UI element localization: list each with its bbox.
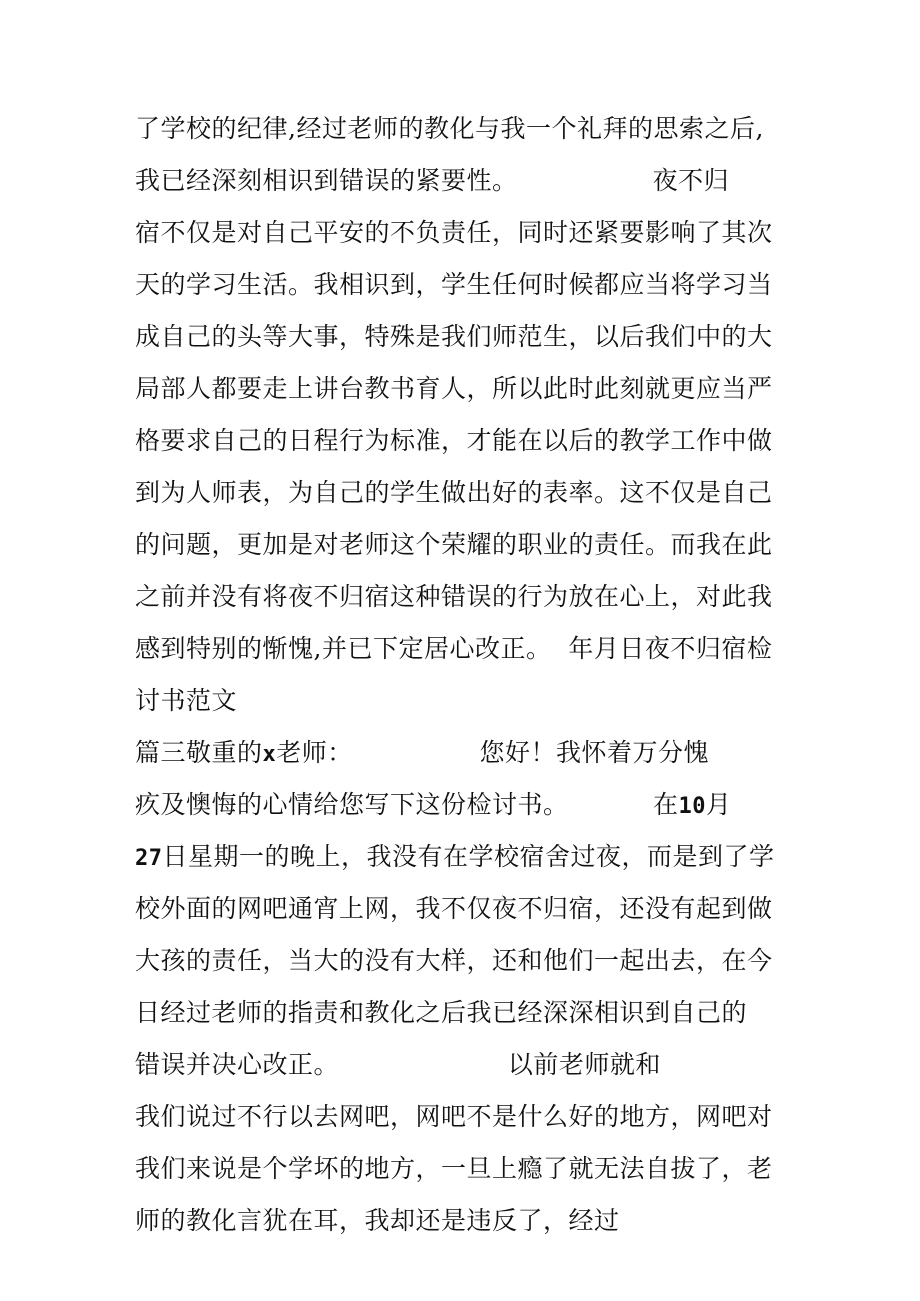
text-line-9: 的问题，更加是对老师这个荣耀的职业的责任。而我在此 [135, 530, 773, 559]
text-line-8: 到为人师表，为自己的学生做出好的表率。这不仅是自己 [135, 478, 773, 507]
text-line-1: 了学校的纪律,经过老师的教化与我一个礼拜的思索之后, [135, 114, 764, 143]
text-line-19: 错误并决心改正。 以前老师就和 [135, 1050, 661, 1079]
text-line-15: 27日星期一的晚上，我没有在学校宿舍过夜，而是到了学 [135, 842, 775, 871]
text-line-13: 篇三敬重的x老师： 您好！我怀着万分愧 [135, 738, 709, 767]
text-line-16: 校外面的网吧通宵上网，我不仅夜不归宿，还没有起到做 [135, 894, 773, 923]
text-line-22: 师的教化言犹在耳，我却还是违反了，经过 [135, 1206, 620, 1235]
text-line-5: 成自己的头等大事，特殊是我们师范生，以后我们中的大 [135, 322, 773, 351]
text-line-12: 讨书范文 [135, 686, 238, 715]
text-line-7: 格要求自己的日程行为标准，才能在以后的教学工作中做 [135, 426, 773, 455]
text-line-14: 疚及懊悔的心情给您写下这份检讨书。 在10月 [135, 790, 732, 819]
text-line-11: 感到特别的惭愧,并已下定居心改正。 年月日夜不归宿检 [135, 634, 773, 663]
text-line-2: 我已经深刻相识到错误的紧要性。 夜不归 [135, 166, 730, 195]
text-line-6: 局部人都要走上讲台教书育人，所以此时此刻就更应当严 [135, 374, 773, 403]
text-line-4: 天的学习生活。我相识到，学生任何时候都应当将学习当 [135, 270, 773, 299]
text-line-20: 我们说过不行以去网吧，网吧不是什么好的地方，网吧对 [135, 1102, 773, 1131]
text-line-10: 之前并没有将夜不归宿这种错误的行为放在心上，对此我 [135, 582, 773, 611]
text-line-18: 日经过老师的指责和教化之后我已经深深相识到自己的 [135, 998, 748, 1027]
text-line-21: 我们来说是个学坏的地方，一旦上瘾了就无法自拔了，老 [135, 1154, 773, 1183]
text-line-3: 宿不仅是对自己平安的不负责任，同时还紧要影响了其次 [135, 218, 773, 247]
text-line-17: 大孩的责任，当大的没有大样，还和他们一起出去，在今 [135, 946, 773, 975]
